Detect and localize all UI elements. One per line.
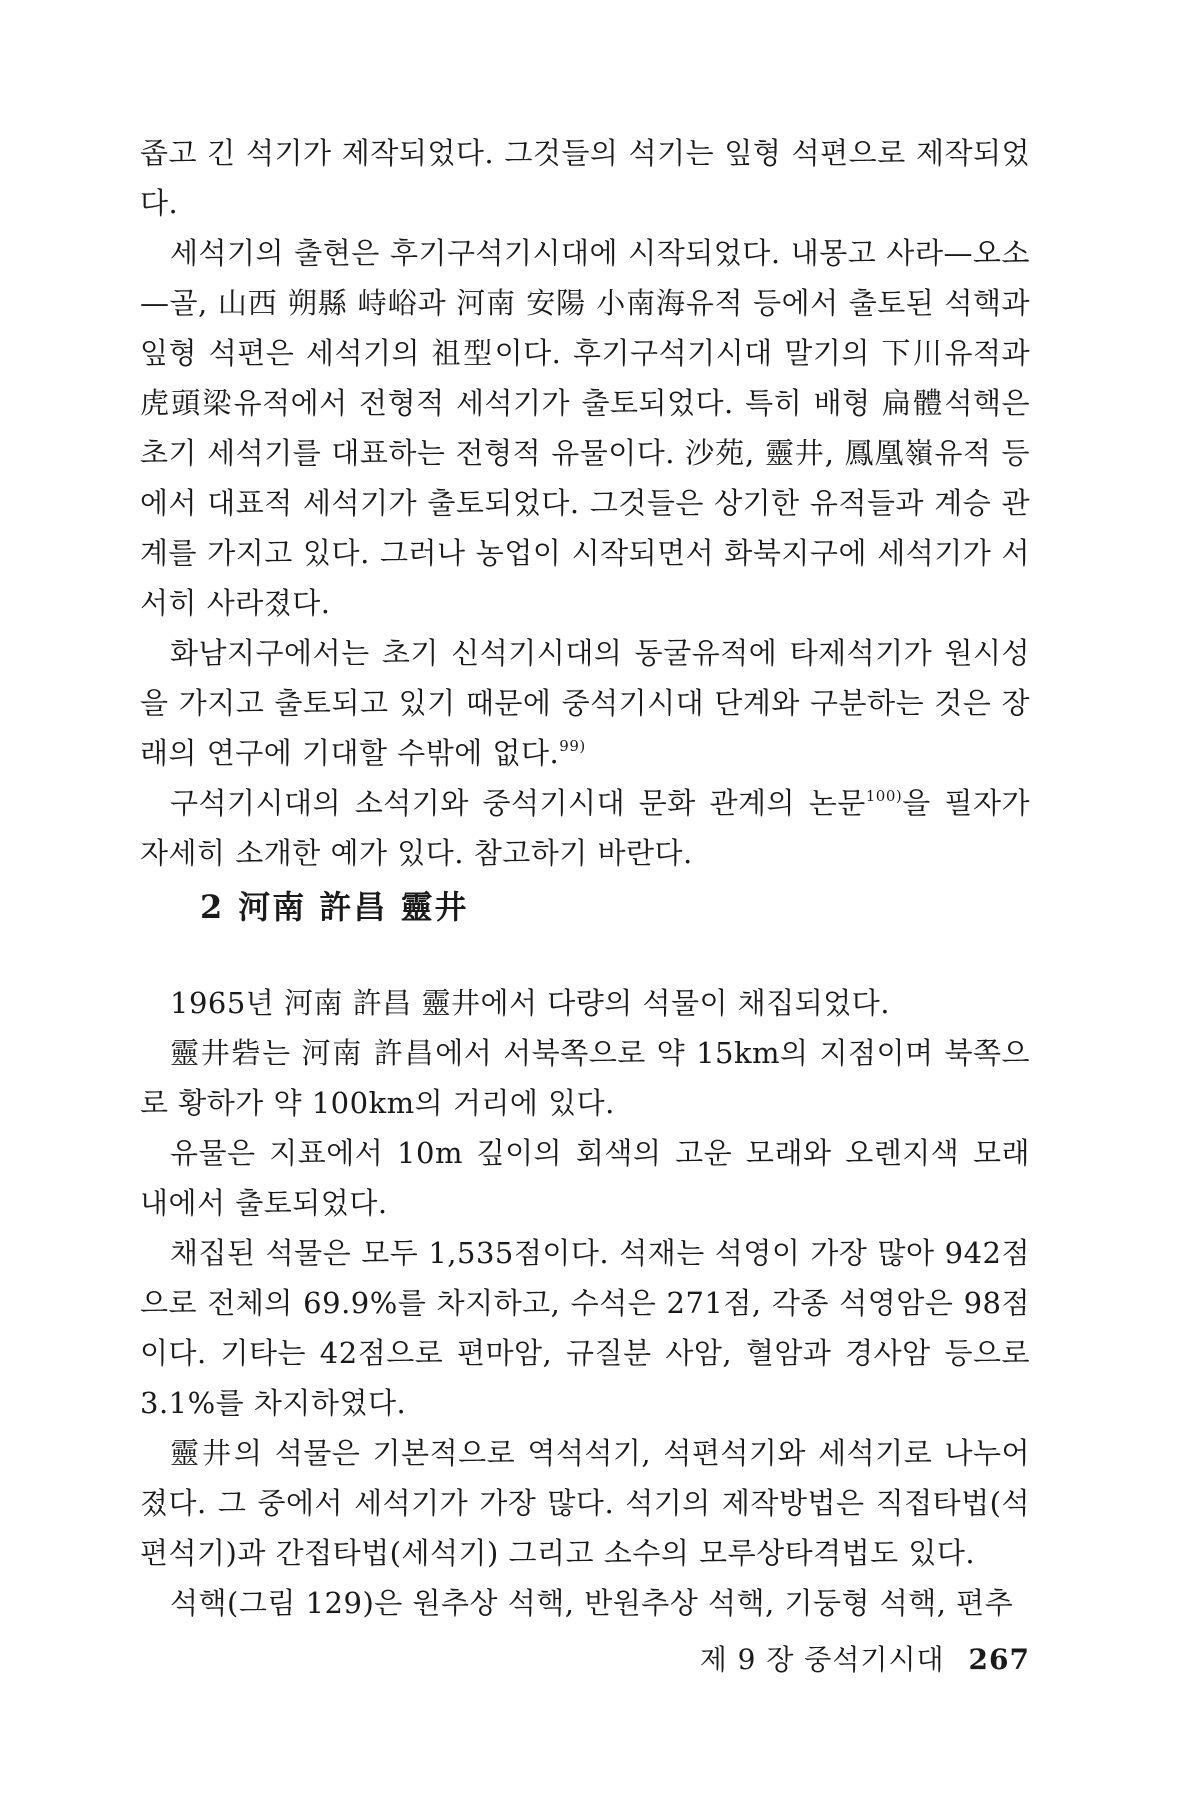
paragraph: 靈井의 석물은 기본적으로 역석석기, 석편석기와 세석기로 나누어졌다. 그 중에서 세석기가 가장 많다. 석기의 제작방법은 직접타법(석편석기)과 간접타법(세석기) 그리고 소수의 모루상타격법도 있다. — [140, 1436, 1030, 1570]
text-block-section — [140, 978, 1030, 1628]
page-number: 267 — [968, 1643, 1030, 1676]
running-footer-chapter: 제 9 장 중석기시대 — [699, 1643, 945, 1676]
paragraph-text: 을 필자가 자세히 소개한 예가 있다. 참고하기 바란다. — [140, 786, 1030, 870]
paragraph: 좁고 긴 석기가 제작되었다. 그것들의 석기는 잎형 석편으로 제작되었다. — [140, 136, 1030, 220]
paragraph-text: 화남지구에서는 초기 신석기시대의 동굴유적에 타제석기가 원시성을 가지고 출토되고 있기 때문에 중석기시대 단계와 구분하는 것은 장래의 연구에 기대할 수밖에 없다. — [140, 636, 1030, 770]
paragraph: 유물은 지표에서 10m 깊이의 회색의 고운 모래와 오렌지색 모래 내에서 출토되었다. — [140, 1136, 1030, 1220]
section-number: 2 — [200, 888, 225, 926]
paragraph: 1965년 河南 許昌 靈井에서 다량의 석물이 채집되었다. — [170, 986, 891, 1020]
footnote-ref: 100) — [865, 787, 903, 805]
paragraph: 세석기의 출현은 후기구석기시대에 시작되었다. 내몽고 사라—오소—골, 山西 朔縣 峙峪과 河南 安陽 小南海유적 등에서 출토된 석핵과 잎형 석편은 세석기의 祖型이다. 후기구석기시대 말기의 下川유적과 虎頭梁유적에서 전형적 세석기가 출토되었다. 특히 배형 扁體석핵은 초기 세석기를 대표하는 전형적 유물이다. 沙苑, 靈井, 鳳凰嶺유적 등에서 대표적 세석기가 출토되었다. 그것들은 상기한 유적들과 계승 관계를 가지고 있다. 그러나 농업이 시작되면서 화북지구에 세석기가 서서히 사라졌다. — [140, 236, 1030, 620]
section-heading — [200, 882, 483, 928]
paragraph: 채집된 석물은 모두 1,535점이다. 석재는 석영이 가장 많아 942점으로 전체의 69.9%를 차지하고, 수석은 271점, 각종 석영암은 98점이다. 기타는 42점으로 편마암, 규질분 사암, 혈암과 경사암 등으로 3.1%를 차지하였다. — [140, 1236, 1030, 1420]
text-block-intro — [140, 128, 1030, 878]
footnote-ref: 99) — [559, 737, 586, 755]
page-footer — [700, 1638, 1030, 1678]
paragraph — [140, 628, 1030, 778]
paragraph — [140, 778, 1030, 878]
section-title: 河南 許昌 靈井 — [238, 888, 469, 926]
paragraph-text: 구석기시대의 소석기와 중석기시대 문화 관계의 논문 — [170, 786, 866, 820]
paragraph: 靈井砦는 河南 許昌에서 서북쪽으로 약 15km의 지점이며 북쪽으로 황하가 약 100km의 거리에 있다. — [140, 1036, 1030, 1120]
paragraph: 석핵(그림 129)은 원추상 석핵, 반원추상 석핵, 기둥형 석핵, 편추 — [170, 1586, 1014, 1620]
